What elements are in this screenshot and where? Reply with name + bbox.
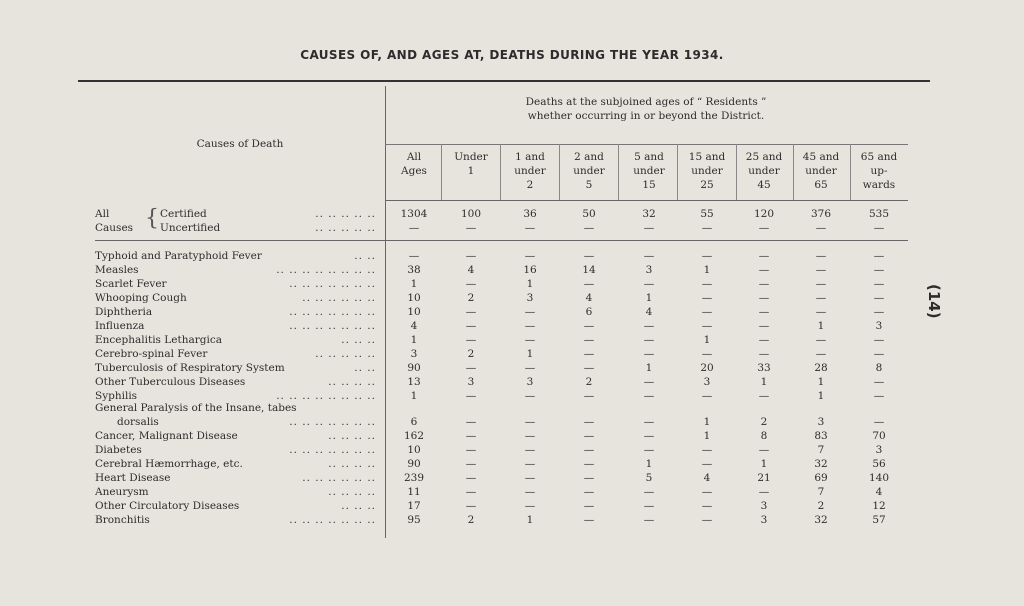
age-column-header-line: 45	[757, 179, 771, 191]
causes-column-header: Causes of Death	[196, 138, 284, 150]
cause-label: Influenza	[95, 320, 145, 332]
value-cell: 36	[523, 208, 537, 220]
value-cell: 90	[407, 362, 421, 374]
value-cell: —	[524, 444, 536, 456]
value-cell: 95	[407, 514, 421, 526]
cause-label: Encephalitis Lethargica	[95, 334, 222, 346]
value-cell: 32	[642, 208, 656, 220]
value-cell: 4	[467, 264, 475, 276]
leader-dots: .. ..	[354, 250, 376, 262]
value-cell: —	[758, 278, 770, 290]
value-cell: —	[815, 264, 827, 276]
value-cell: 535	[868, 208, 890, 220]
value-cell: 6	[585, 306, 593, 318]
leader-dots: .. .. .. .. .. .. .. ..	[276, 390, 376, 402]
value-cell: 4	[703, 472, 711, 484]
value-cell: 120	[753, 208, 775, 220]
leader-dots: .. .. .. .. .. .. ..	[289, 514, 376, 526]
value-cell: 1	[526, 514, 534, 526]
leader-dots: .. ..	[354, 362, 376, 374]
value-cell: 4	[645, 306, 653, 318]
value-cell: 1	[410, 278, 418, 290]
value-cell: —	[643, 278, 655, 290]
value-cell: 1	[410, 334, 418, 346]
value-cell: 1	[760, 376, 768, 388]
value-cell: —	[583, 444, 595, 456]
value-cell: —	[583, 362, 595, 374]
value-cell: —	[524, 390, 536, 402]
age-column-header-line: 2 and	[574, 151, 604, 163]
value-cell: 2	[585, 376, 593, 388]
value-cell: 11	[407, 486, 421, 498]
value-cell: 1	[410, 390, 418, 402]
value-cell: —	[524, 320, 536, 332]
age-column-header-line: under	[748, 165, 780, 177]
cause-label: Tuberculosis of Respiratory System	[95, 362, 285, 374]
age-column-header	[679, 150, 735, 192]
value-cell: —	[701, 500, 713, 512]
value-cell: 56	[872, 458, 886, 470]
value-cell: 70	[872, 430, 886, 442]
value-cell: 3	[875, 444, 883, 456]
age-column-header	[502, 150, 558, 192]
value-cell: 1	[645, 362, 653, 374]
age-column-header-line: under	[691, 165, 723, 177]
value-cell: 2	[467, 514, 475, 526]
brace-mark: {	[145, 206, 159, 231]
value-cell: —	[583, 222, 595, 234]
value-cell: —	[701, 278, 713, 290]
value-cell: —	[701, 486, 713, 498]
value-cell: —	[701, 444, 713, 456]
leader-dots: .. .. .. .. .. .. ..	[289, 416, 376, 428]
age-column-header-line: under	[805, 165, 837, 177]
value-cell: —	[465, 500, 477, 512]
value-cell: 4	[410, 320, 418, 332]
value-cell: 3	[760, 500, 768, 512]
value-cell: —	[815, 348, 827, 360]
page-number: (14)	[925, 284, 943, 319]
value-cell: —	[815, 306, 827, 318]
top-rule	[78, 80, 930, 82]
age-column-header-line: up-	[870, 165, 888, 177]
value-cell: 4	[875, 486, 883, 498]
leader-dots: .. .. .. .. .. ..	[302, 292, 376, 304]
age-column-header	[621, 150, 677, 192]
age-column-header-line: under	[633, 165, 665, 177]
age-column-header-line: 45 and	[802, 151, 840, 163]
leader-dots: .. .. .. .. .. .. ..	[289, 320, 376, 332]
value-cell: —	[465, 306, 477, 318]
value-cell: 1	[703, 430, 711, 442]
value-cell: —	[701, 390, 713, 402]
leader-dots: .. .. .. .. .. .. ..	[289, 278, 376, 290]
age-column-header-line: 15	[642, 179, 656, 191]
value-cell: 6	[410, 416, 418, 428]
value-cell: —	[583, 416, 595, 428]
value-cell: 17	[407, 500, 421, 512]
value-cell: 4	[585, 292, 593, 304]
value-cell: —	[701, 348, 713, 360]
value-cell: 28	[814, 362, 828, 374]
value-cell: 1	[760, 458, 768, 470]
value-cell: 20	[700, 362, 714, 374]
leader-dots: .. .. .. .. ..	[315, 208, 376, 220]
age-column-header	[736, 150, 792, 192]
value-cell: 1	[526, 348, 534, 360]
value-cell: —	[758, 348, 770, 360]
value-cell: 1	[526, 278, 534, 290]
age-column-header-line: wards	[862, 179, 896, 191]
cause-label: Cerebral Hæmorrhage, etc.	[95, 458, 243, 470]
value-cell: 162	[403, 430, 425, 442]
value-cell: 13	[407, 376, 421, 388]
age-column-header-line: 5	[585, 179, 593, 191]
value-cell: —	[465, 222, 477, 234]
value-cell: —	[465, 486, 477, 498]
age-column-header-line: 15 and	[688, 151, 726, 163]
value-cell: 1	[645, 458, 653, 470]
value-cell: —	[465, 390, 477, 402]
value-cell: 55	[700, 208, 714, 220]
value-cell: —	[643, 222, 655, 234]
value-cell: —	[524, 306, 536, 318]
leader-dots: .. .. ..	[341, 500, 376, 512]
value-cell: 1304	[400, 208, 428, 220]
column-separator	[618, 144, 619, 200]
age-column-header-line: Ages	[401, 165, 427, 177]
value-cell: 10	[407, 306, 421, 318]
value-cell: —	[873, 278, 885, 290]
age-column-header-line: 1	[467, 165, 475, 177]
age-column-header-line: Under	[454, 151, 488, 163]
value-cell: —	[583, 390, 595, 402]
value-cell: 69	[814, 472, 828, 484]
value-cell: —	[465, 362, 477, 374]
value-cell: 10	[407, 444, 421, 456]
leader-dots: .. .. .. ..	[328, 430, 376, 442]
value-cell: 2	[467, 348, 475, 360]
value-cell: —	[465, 430, 477, 442]
page-title: CAUSES OF, AND AGES AT, DEATHS DURING THE YEAR 1934.	[300, 48, 724, 62]
leader-dots: .. .. .. ..	[328, 458, 376, 470]
value-cell: —	[643, 390, 655, 402]
value-cell: —	[583, 486, 595, 498]
value-cell: —	[873, 348, 885, 360]
value-cell: 33	[757, 362, 771, 374]
value-cell: —	[524, 222, 536, 234]
value-cell: —	[815, 278, 827, 290]
value-cell: —	[583, 334, 595, 346]
value-cell: —	[524, 430, 536, 442]
value-cell: 3	[703, 376, 711, 388]
value-cell: —	[583, 348, 595, 360]
value-cell: 3	[410, 348, 418, 360]
cause-label: Aneurysm	[95, 486, 149, 498]
value-cell: 21	[757, 472, 771, 484]
value-cell: —	[583, 430, 595, 442]
leader-dots: .. .. .. ..	[328, 376, 376, 388]
value-cell: —	[758, 320, 770, 332]
value-cell: —	[643, 376, 655, 388]
column-separator	[677, 144, 678, 200]
value-cell: 8	[760, 430, 768, 442]
value-cell: —	[815, 292, 827, 304]
value-cell: 5	[645, 472, 653, 484]
span-header-line1: Deaths at the subjoined ages of “ Residents ”	[525, 96, 767, 108]
age-column-header-line: under	[573, 165, 605, 177]
age-column-header-line: 25 and	[745, 151, 783, 163]
value-cell: —	[758, 390, 770, 402]
value-cell: 8	[875, 362, 883, 374]
value-cell: —	[524, 250, 536, 262]
causes-label: Causes	[95, 222, 134, 234]
value-cell: —	[643, 320, 655, 332]
value-cell: —	[873, 264, 885, 276]
value-cell: 3	[467, 376, 475, 388]
leader-dots: .. .. .. .. .. .. ..	[289, 306, 376, 318]
value-cell: —	[873, 334, 885, 346]
value-cell: —	[643, 334, 655, 346]
value-cell: 2	[760, 416, 768, 428]
value-cell: 32	[814, 458, 828, 470]
value-cell: —	[758, 292, 770, 304]
value-cell: 12	[872, 500, 886, 512]
value-cell: —	[583, 250, 595, 262]
value-cell: —	[583, 320, 595, 332]
value-cell: —	[524, 500, 536, 512]
value-cell: 140	[868, 472, 890, 484]
value-cell: —	[873, 390, 885, 402]
value-cell: —	[758, 250, 770, 262]
cause-label: Diabetes	[95, 444, 142, 456]
value-cell: —	[524, 458, 536, 470]
age-column-header-line: 25	[700, 179, 714, 191]
value-cell: —	[465, 444, 477, 456]
value-cell: —	[815, 250, 827, 262]
cause-label: Diphtheria	[95, 306, 153, 318]
value-cell: 1	[645, 292, 653, 304]
value-cell: —	[524, 362, 536, 374]
value-cell: 16	[523, 264, 537, 276]
value-cell: —	[583, 500, 595, 512]
value-cell: 7	[817, 486, 825, 498]
value-cell: 1	[703, 416, 711, 428]
value-cell: 2	[817, 500, 825, 512]
value-cell: 3	[526, 376, 534, 388]
value-cell: —	[408, 222, 420, 234]
column-separator	[559, 144, 560, 200]
leader-dots: .. .. .. .. ..	[315, 222, 376, 234]
header-bottom-rule	[385, 200, 908, 201]
age-column-header-line: 65 and	[860, 151, 898, 163]
value-cell: 2	[467, 292, 475, 304]
value-cell: —	[643, 430, 655, 442]
age-column-header	[793, 150, 849, 192]
value-cell: —	[643, 514, 655, 526]
leader-dots: .. .. .. .. .. .. .. ..	[276, 264, 376, 276]
value-cell: —	[701, 306, 713, 318]
value-cell: —	[643, 416, 655, 428]
cause-label: dorsalis	[117, 416, 159, 428]
leader-dots: .. .. .. .. .. .. ..	[289, 444, 376, 456]
age-column-header-line: 1 and	[515, 151, 545, 163]
value-cell: —	[758, 334, 770, 346]
value-cell: 10	[407, 292, 421, 304]
all-causes-rule	[95, 240, 908, 241]
cause-label: Bronchitis	[95, 514, 150, 526]
cause-label: Scarlet Fever	[95, 278, 167, 290]
value-cell: —	[873, 292, 885, 304]
all-label: All	[95, 208, 110, 220]
value-cell: —	[524, 472, 536, 484]
age-column-header-line: 2	[526, 179, 534, 191]
column-separator	[500, 144, 501, 200]
value-cell: —	[758, 486, 770, 498]
leader-dots: .. .. .. .. .. ..	[302, 472, 376, 484]
cause-label: Cancer, Malignant Disease	[95, 430, 238, 442]
value-cell: —	[465, 334, 477, 346]
value-cell: —	[524, 486, 536, 498]
age-column-header	[386, 150, 442, 178]
value-cell: —	[701, 250, 713, 262]
value-cell: —	[643, 486, 655, 498]
value-cell: —	[583, 514, 595, 526]
age-column-header-line: All	[406, 151, 422, 163]
value-cell: —	[465, 278, 477, 290]
value-cell: —	[701, 458, 713, 470]
value-cell: —	[701, 222, 713, 234]
cause-label: Measles	[95, 264, 139, 276]
value-cell: 376	[810, 208, 832, 220]
uncertified-label: Uncertified	[160, 222, 221, 234]
value-cell: —	[873, 306, 885, 318]
leader-dots: .. .. ..	[341, 334, 376, 346]
value-cell: 3	[645, 264, 653, 276]
cause-label: Heart Disease	[95, 472, 171, 484]
value-cell: —	[408, 250, 420, 262]
age-column-header	[851, 150, 907, 192]
value-cell: —	[701, 292, 713, 304]
value-cell: —	[815, 222, 827, 234]
value-cell: 7	[817, 444, 825, 456]
value-cell: —	[643, 250, 655, 262]
cause-label: Syphilis	[95, 390, 138, 402]
value-cell: —	[701, 320, 713, 332]
value-cell: —	[873, 416, 885, 428]
value-cell: —	[758, 264, 770, 276]
value-cell: —	[524, 416, 536, 428]
value-cell: 1	[817, 376, 825, 388]
value-cell: —	[465, 472, 477, 484]
value-cell: 32	[814, 514, 828, 526]
value-cell: 90	[407, 458, 421, 470]
span-header-line2: whether occurring in or beyond the District.	[527, 110, 765, 122]
value-cell: —	[873, 250, 885, 262]
age-column-header-line: 5 and	[634, 151, 664, 163]
value-cell: —	[465, 458, 477, 470]
cause-label: Cerebro-spinal Fever	[95, 348, 208, 360]
age-column-header-line: under	[514, 165, 546, 177]
value-cell: 57	[872, 514, 886, 526]
value-cell: —	[758, 444, 770, 456]
age-column-header-line: 65	[814, 179, 828, 191]
certified-label: Certified	[160, 208, 207, 220]
value-cell: —	[583, 458, 595, 470]
value-cell: 100	[460, 208, 482, 220]
subheader-rule	[385, 144, 908, 145]
value-cell: 3	[875, 320, 883, 332]
value-cell: 38	[407, 264, 421, 276]
value-cell: —	[643, 444, 655, 456]
value-cell: 1	[703, 334, 711, 346]
value-cell: 1	[817, 320, 825, 332]
cause-label: Other Circulatory Diseases	[95, 500, 240, 512]
value-cell: 50	[582, 208, 596, 220]
value-cell: —	[524, 334, 536, 346]
value-cell: —	[465, 250, 477, 262]
value-cell: 1	[817, 390, 825, 402]
value-cell: —	[465, 320, 477, 332]
value-cell: —	[583, 472, 595, 484]
age-column-header	[443, 150, 499, 178]
value-cell: —	[583, 278, 595, 290]
value-cell: —	[465, 416, 477, 428]
value-cell: 83	[814, 430, 828, 442]
value-cell: —	[873, 222, 885, 234]
cause-label: Other Tuberculous Diseases	[95, 376, 246, 388]
value-cell: 3	[526, 292, 534, 304]
age-group-span-header	[385, 95, 907, 123]
value-cell: —	[643, 348, 655, 360]
value-cell: 3	[760, 514, 768, 526]
value-cell: —	[873, 376, 885, 388]
value-cell: —	[758, 306, 770, 318]
value-cell: 14	[582, 264, 596, 276]
value-cell: 3	[817, 416, 825, 428]
value-cell: 1	[703, 264, 711, 276]
leader-dots: .. .. .. .. ..	[315, 348, 376, 360]
age-column-header	[561, 150, 617, 192]
value-cell: —	[701, 514, 713, 526]
value-cell: —	[758, 222, 770, 234]
value-cell: 239	[403, 472, 425, 484]
value-cell: —	[815, 334, 827, 346]
cause-label: Whooping Cough	[95, 292, 187, 304]
value-cell: —	[643, 500, 655, 512]
cause-label: Typhoid and Paratyphoid Fever	[95, 250, 262, 262]
leader-dots: .. .. .. ..	[328, 486, 376, 498]
cause-label: General Paralysis of the Insane, tabes	[95, 402, 297, 414]
